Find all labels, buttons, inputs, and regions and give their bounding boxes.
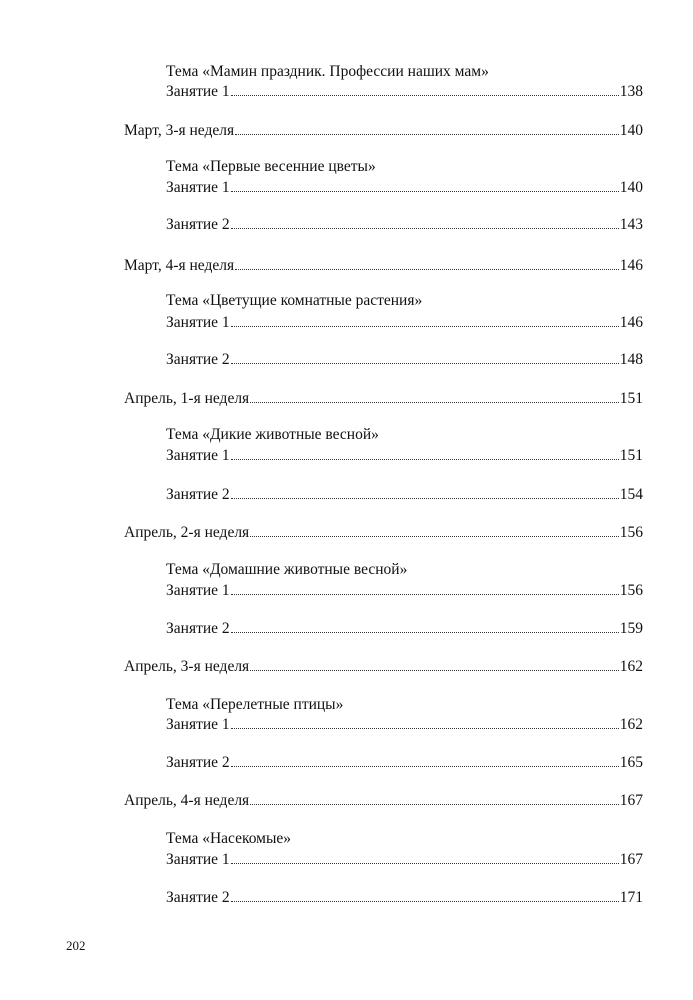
entry-label: Занятие 1: [166, 851, 230, 868]
toc-theme: Тема «Насекомые»: [166, 830, 292, 847]
dot-leader: [250, 790, 619, 805]
dot-leader: [231, 714, 619, 729]
toc-theme: Тема «Цветущие комнатные растения»: [166, 292, 423, 309]
entry-page: 140: [619, 122, 643, 139]
dot-leader: [231, 752, 619, 767]
dot-leader: [235, 120, 619, 135]
entry-label: Занятие 1: [166, 179, 230, 196]
dot-leader: [231, 580, 619, 595]
entry-page: 159: [619, 620, 643, 637]
toc-week-entry[interactable]: [124, 388, 643, 408]
toc-lesson-entry[interactable]: [166, 81, 643, 101]
entry-label: Март, 4-я неделя: [124, 257, 235, 274]
dot-leader: [231, 81, 619, 96]
toc-lesson-entry[interactable]: [166, 887, 643, 907]
entry-page: 154: [619, 486, 643, 503]
entry-page: 138: [619, 83, 643, 100]
toc-theme: Тема «Первые весенние цветы»: [166, 158, 376, 175]
toc-week-entry[interactable]: [124, 656, 643, 676]
toc-lesson-entry[interactable]: [166, 580, 643, 600]
toc-lesson-entry[interactable]: [166, 349, 643, 369]
entry-page: 156: [619, 524, 643, 541]
entry-page: 162: [619, 658, 643, 675]
entry-label: Апрель, 2-я неделя: [124, 524, 250, 541]
entry-label: Занятие 2: [166, 351, 230, 368]
entry-label: Занятие 1: [166, 447, 230, 464]
dot-leader: [231, 887, 619, 902]
toc-lesson-entry[interactable]: [166, 445, 643, 465]
entry-page: 156: [619, 582, 643, 599]
toc-lesson-entry[interactable]: [166, 618, 643, 638]
entry-label: Апрель, 4-я неделя: [124, 792, 250, 809]
entry-label: Апрель, 1-я неделя: [124, 390, 250, 407]
entry-page: 143: [619, 216, 643, 233]
dot-leader: [231, 312, 619, 327]
dot-leader: [231, 618, 619, 633]
entry-label: Апрель, 3-я неделя: [124, 658, 250, 675]
dot-leader: [231, 484, 619, 499]
page-number: 202: [66, 938, 86, 953]
dot-leader: [235, 255, 619, 270]
toc-lesson-entry[interactable]: [166, 214, 643, 234]
dot-leader: [250, 656, 619, 671]
dot-leader: [231, 177, 619, 192]
dot-leader: [250, 522, 619, 537]
entry-label: Март, 3-я неделя: [124, 122, 235, 139]
entry-label: Занятие 1: [166, 582, 230, 599]
dot-leader: [231, 214, 619, 229]
dot-leader: [231, 349, 619, 364]
entry-page: 167: [619, 792, 643, 809]
entry-page: 146: [619, 257, 643, 274]
entry-label: Занятие 1: [166, 83, 230, 100]
toc-lesson-entry[interactable]: [166, 177, 643, 197]
entry-page: 162: [619, 716, 643, 733]
toc-lesson-entry[interactable]: [166, 312, 643, 332]
entry-page: 148: [619, 351, 643, 368]
entry-label: Занятие 1: [166, 716, 230, 733]
toc-lesson-entry[interactable]: [166, 752, 643, 772]
entry-label: Занятие 2: [166, 486, 230, 503]
entry-label: Занятие 2: [166, 889, 230, 906]
toc-lesson-entry[interactable]: [166, 484, 643, 504]
entry-label: Занятие 2: [166, 754, 230, 771]
entry-page: 146: [619, 314, 643, 331]
toc-theme: Тема «Мамин праздник. Профессии наших мам»: [166, 63, 489, 80]
toc-week-entry[interactable]: [124, 120, 643, 140]
toc-theme: Тема «Домашние животные весной»: [166, 561, 408, 578]
entry-page: 165: [619, 754, 643, 771]
dot-leader: [231, 849, 619, 864]
toc-theme: Тема «Дикие животные весной»: [166, 426, 379, 443]
toc-theme: Тема «Перелетные птицы»: [166, 696, 344, 713]
toc-week-entry[interactable]: [124, 255, 643, 275]
toc-lesson-entry[interactable]: [166, 849, 643, 869]
dot-leader: [231, 445, 619, 460]
entry-page: 151: [619, 447, 643, 464]
entry-label: Занятие 1: [166, 314, 230, 331]
entry-label: Занятие 2: [166, 620, 230, 637]
entry-label: Занятие 2: [166, 216, 230, 233]
toc-week-entry[interactable]: [124, 790, 643, 810]
toc-lesson-entry[interactable]: [166, 714, 643, 734]
entry-page: 171: [619, 889, 643, 906]
entry-page: 151: [619, 390, 643, 407]
entry-page: 167: [619, 851, 643, 868]
entry-page: 140: [619, 179, 643, 196]
toc-week-entry[interactable]: [124, 522, 643, 542]
dot-leader: [250, 388, 619, 403]
